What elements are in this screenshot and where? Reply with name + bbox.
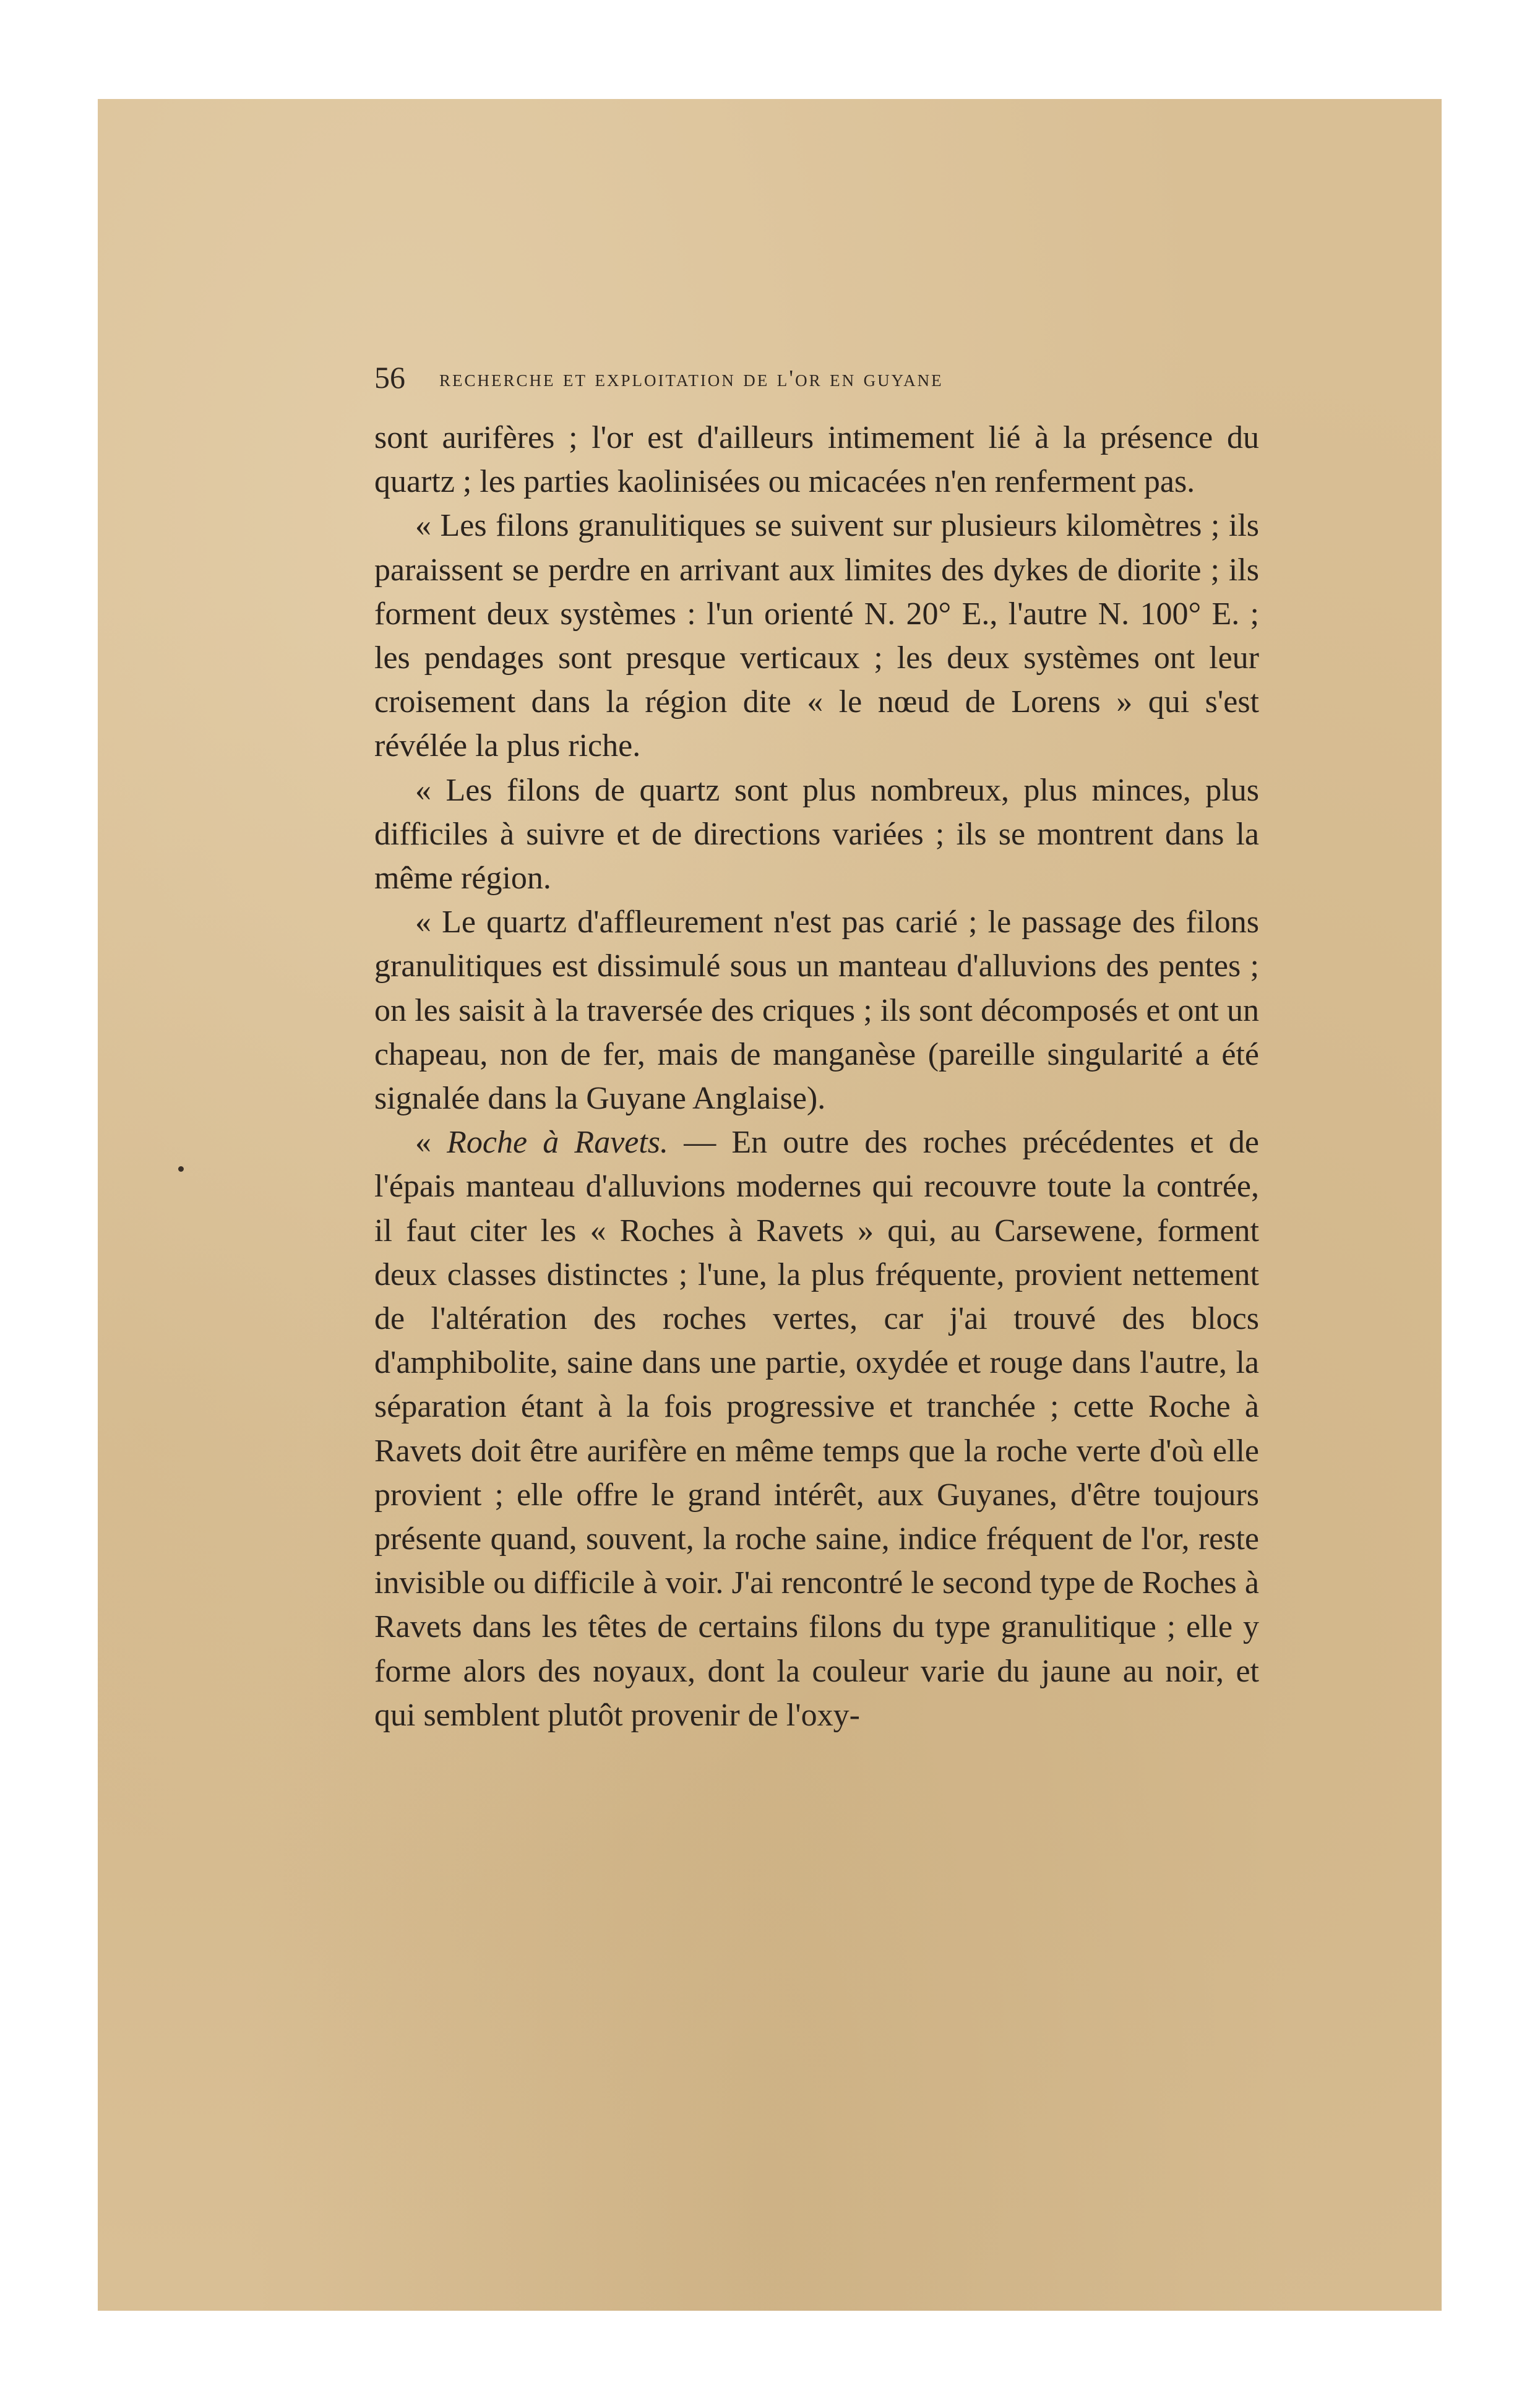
running-title: recherche et exploitation de l'or en guyane: [439, 366, 944, 392]
paragraph: « Les filons granulitiques se suivent sur plusieurs kilomètres ; ils paraissent se perdre en arrivant aux limites des dykes de diorite ; ils forment deux systèmes : l'un orienté N. 20° E., l'autre N. 100° E. ; les pendages sont presque verticaux ; les deux systèmes ont leur croisement dans la région dite « le nœud de Lorens » qui s'est révélée la plus riche.: [374, 508, 1259, 764]
paragraph-text: — En outre des roches précédentes et de l'épais manteau d'alluvions modernes qui recouvre toute la contrée, il faut citer les « Roches à Ravets » qui, au Carsewene, forment deux classes distinctes ; l'une, la plus fréquente, provient nettement de l'altération des roches vertes, car j'ai trouvé des blocs d'amphibolite, saine dans une partie, oxydée et rouge dans l'autre, la séparation étant à la fois progressive et tranchée ; cette Roche à Ravets doit être aurifère en même temps que la roche verte d'où elle provient ; elle offre le grand intérêt, aux Guyanes, d'être toujours présente quand, souvent, la roche saine, indice fréquent de l'or, reste invisible ou difficile à voir. J'ai rencontré le second type de Roches à Ravets dans les têtes de certains filons du type granulitique ; elle y forme alors des noyaux, dont la couleur varie du jaune au noir, et qui semblent plutôt provenir de l'oxy-: [374, 1125, 1260, 1733]
body-text: [374, 416, 1259, 1737]
ink-speck: [178, 1166, 184, 1172]
paragraph: « Les filons de quartz sont plus nombreux, plus minces, plus difficiles à suivre et de directions variées ; ils se montrent dans la même région.: [374, 772, 1259, 896]
paragraph-lead: «: [415, 1125, 447, 1161]
paragraph: « Le quartz d'affleurement n'est pas carié ; le passage des filons granulitiques est dissimulé sous un manteau d'alluvions des pentes ; on les saisit à la traversée des criques ; ils sont décomposés et ont un chapeau, non de fer, mais de manganèse (pareille singularité a été signalée dans la Guyane Anglaise).: [374, 904, 1259, 1117]
paragraph: sont aurifères ; l'or est d'ailleurs intimement lié à la présence du quartz ; les parties kaolinisées ou micacées n'en renferment pas.: [374, 420, 1259, 500]
page-number: 56: [374, 360, 405, 395]
section-heading-italic: Roche à Ravets.: [447, 1125, 669, 1161]
page-header: [374, 359, 1250, 396]
paragraph: [374, 1120, 1259, 1737]
